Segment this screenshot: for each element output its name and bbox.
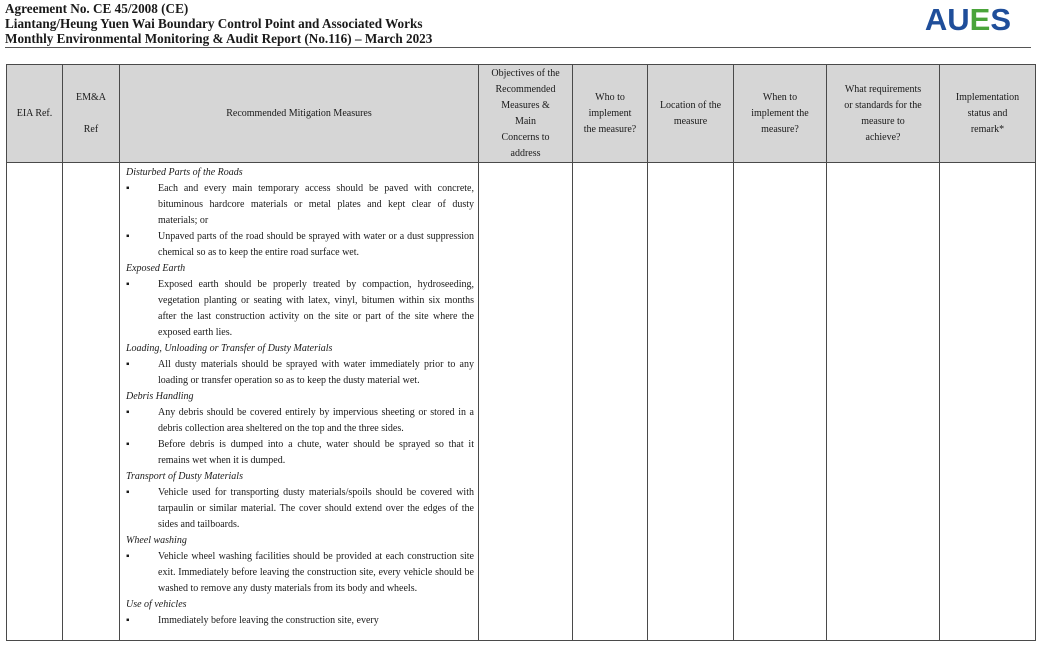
measure-section-heading: Transport of Dusty Materials	[126, 471, 243, 482]
bullet-icon: ▪	[126, 407, 130, 418]
col-implementation-status: Implementation status and remark*	[940, 65, 1036, 163]
measure-section-heading: Debris Handling	[126, 391, 194, 402]
bullet-icon: ▪	[126, 231, 130, 242]
bullet-icon: ▪	[126, 551, 130, 562]
cell-when	[734, 163, 827, 641]
measure-text: Vehicle wheel washing facilities should be provided at each construction site exit. Immediately before leaving the construction site, every vehicle should be washed to remove any dusty materials from its body and wheels.	[158, 551, 474, 594]
list-item	[126, 181, 474, 229]
cell-eia-ref	[7, 163, 63, 641]
measure-text: Any debris should be covered entirely by impervious sheeting or stored in a debris collection area sheltered on the top and the three sides.	[158, 407, 474, 434]
cell-location	[648, 163, 734, 641]
logo-part-e: E	[969, 2, 991, 37]
report-title: Monthly Environmental Monitoring & Audit Report (No.116) – March 2023	[5, 31, 433, 46]
bullet-icon: ▪	[126, 487, 130, 498]
bullet-icon: ▪	[126, 439, 130, 450]
report-header	[5, 1, 432, 46]
bullet-icon: ▪	[126, 279, 130, 290]
measure-text: Immediately before leaving the construction site, every	[158, 615, 379, 626]
measure-text: Unpaved parts of the road should be sprayed with water or a dust suppression chemical so as to keep the entire road surface wet.	[158, 231, 474, 258]
col-eia-ref: EIA Ref.	[7, 65, 63, 163]
logo-part-au: AU	[924, 2, 970, 37]
cell-measures	[120, 163, 479, 641]
cell-implementation-status	[940, 163, 1036, 641]
col-objectives: Objectives of the Recommended Measures & Main Concerns to address	[479, 65, 573, 163]
bullet-icon: ▪	[126, 183, 130, 194]
list-item	[126, 485, 474, 533]
measure-section-heading: Exposed Earth	[126, 263, 186, 274]
measures-list	[120, 163, 478, 629]
agreement-number: Agreement No. CE 45/2008 (CE)	[5, 1, 189, 16]
measure-text: Exposed earth should be properly treated by compaction, hydroseeding, vegetation planting or seating with latex, vinyl, bitumen within six months after the last construction activity on the site or part of the site where the exposed earth lies.	[158, 279, 474, 338]
cell-objectives	[479, 163, 573, 641]
measure-text: Before debris is dumped into a chute, water should be sprayed so that it remains wet when it is dumped.	[158, 439, 474, 466]
project-title: Liantang/Heung Yuen Wai Boundary Control Point and Associated Works	[5, 16, 423, 31]
list-item	[126, 357, 474, 389]
header-divider	[5, 47, 1031, 48]
table-row	[7, 163, 1036, 641]
list-item	[126, 229, 474, 261]
list-item	[126, 437, 474, 469]
cell-emna-ref	[63, 163, 120, 641]
measure-text: All dusty materials should be sprayed with water immediately prior to any loading or transfer operation so as to keep the dusty material wet.	[158, 359, 474, 386]
cell-requirements	[827, 163, 940, 641]
list-item	[126, 613, 474, 629]
table-header-row	[7, 65, 1036, 163]
col-when: When to implement the measure?	[734, 65, 827, 163]
logo-part-s: S	[990, 2, 1011, 37]
col-requirements: What requirements or standards for the measure to achieve?	[827, 65, 940, 163]
col-who: Who to implement the measure?	[573, 65, 648, 163]
list-item	[126, 277, 474, 341]
bullet-icon: ▪	[126, 359, 130, 370]
col-location: Location of the measure	[648, 65, 734, 163]
measure-section-heading: Disturbed Parts of the Roads	[126, 167, 243, 178]
list-item	[126, 549, 474, 597]
list-item	[126, 405, 474, 437]
bullet-icon: ▪	[126, 615, 130, 626]
mitigation-measures-table	[6, 64, 1036, 641]
measure-section-heading: Wheel washing	[126, 535, 187, 546]
aues-logo	[925, 4, 1011, 36]
measure-text: Vehicle used for transporting dusty materials/spoils should be covered with tarpaulin or similar material. The cover should extend over the edges of the sides and tailboards.	[158, 487, 474, 530]
col-recommended-measures: Recommended Mitigation Measures	[120, 65, 479, 163]
measure-section-heading: Loading, Unloading or Transfer of Dusty Materials	[126, 343, 333, 354]
measure-text: Each and every main temporary access should be paved with concrete, bituminous hardcore materials or metal plates and kept clear of dusty materials; or	[158, 183, 474, 226]
cell-who	[573, 163, 648, 641]
measure-section-heading: Use of vehicles	[126, 599, 187, 610]
col-emna-ref: EM&A Ref	[63, 65, 120, 163]
